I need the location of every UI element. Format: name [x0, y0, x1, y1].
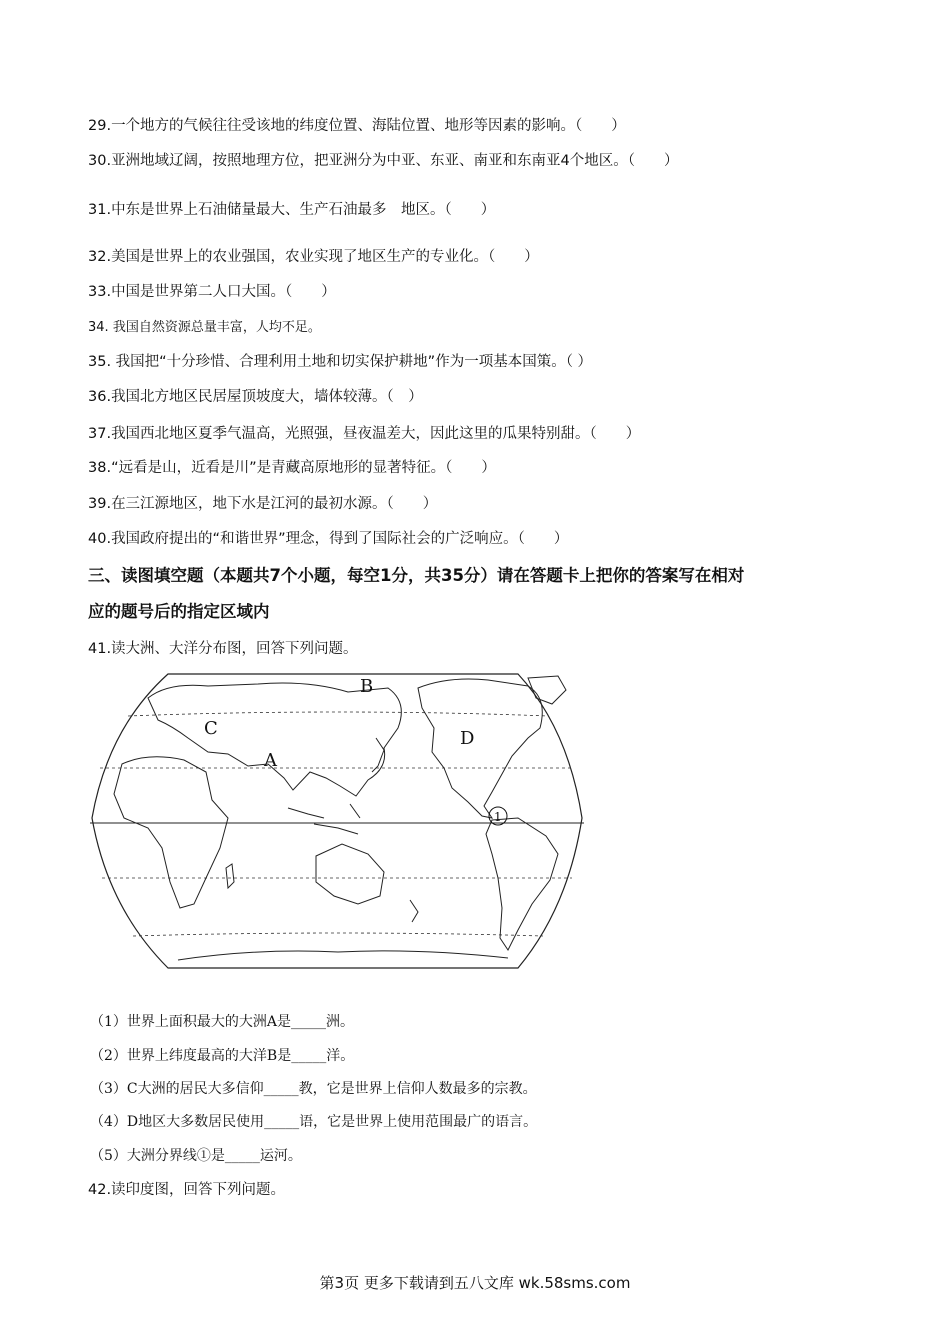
africa-outline — [114, 757, 228, 908]
section-heading: 三、读图填空题（本题共7个小题，每空1分，共35分）请在答题卡上把你的答案写在相对 — [88, 566, 745, 585]
map-label-a: A — [264, 750, 277, 771]
question-32: 32.美国是世界上的农业强国，农业实现了地区生产的专业化。（ ） — [88, 249, 539, 265]
q41-sub-2: （2）世界上纬度最高的大洋B是_____洋。 — [90, 1048, 355, 1064]
map-border — [92, 674, 582, 968]
australia-outline — [316, 844, 384, 904]
question-34: 34. 我国自然资源总量丰富，人均不足。 — [88, 320, 321, 335]
map-label-c: C — [204, 718, 218, 739]
north-america-outline — [418, 679, 542, 818]
antarctica-outline — [178, 951, 508, 960]
question-29: 29.一个地方的气候往往受该地的纬度位置、海陆位置、地形等因素的影响。（ ） — [88, 118, 626, 134]
question-36: 36.我国北方地区民居屋顶坡度大，墙体较薄。（ ） — [88, 389, 423, 405]
question-30: 30.亚洲地域辽阔，按照地理方位，把亚洲分为中亚、东亚、南亚和东南亚4个地区。（ ） — [88, 153, 679, 169]
madagascar-outline — [226, 864, 234, 888]
se-asia-islands — [288, 804, 360, 834]
question-37: 37.我国西北地区夏季气温高，光照强，昼夜温差大，因此这里的瓜果特别甜。（ ） — [88, 426, 641, 442]
question-42-title: 42.读印度图，回答下列问题。 — [88, 1182, 286, 1198]
q41-sub-1: （1）世界上面积最大的大洲A是_____洲。 — [90, 1014, 355, 1030]
q41-sub-3: （3）C大洲的居民大多信仰_____教，它是世界上信仰人数最多的宗教。 — [90, 1081, 537, 1097]
q41-sub-4: （4）D地区大多数居民使用_____语，它是世界上使用范围最广的语言。 — [90, 1114, 538, 1130]
q41-sub-5: （5）大洲分界线①是_____运河。 — [90, 1148, 302, 1164]
new-zealand-outline — [410, 900, 418, 922]
map-label-1: 1 — [494, 810, 502, 824]
question-40: 40.我国政府提出的“和谐世界”理念，得到了国际社会的广泛响应。（ ） — [88, 531, 569, 547]
arctic-circle-line — [128, 712, 548, 716]
antarctic-circle-line — [133, 933, 543, 936]
question-41-title: 41.读大洲、大洋分布图，回答下列问题。 — [88, 641, 358, 657]
south-america-outline — [486, 818, 558, 950]
question-38: 38.“远看是山，近看是川”是青藏高原地形的显著特征。（ ） — [88, 460, 496, 476]
eurasia-outline — [148, 683, 401, 796]
japan-outline — [372, 738, 384, 772]
question-35: 35. 我国把“十分珍惜、合理利用土地和切实保护耕地”作为一项基本国策。（ ） — [88, 354, 593, 370]
question-33: 33.中国是世界第二人口大国。（ ） — [88, 284, 336, 300]
section-heading-cont: 应的题号后的指定区域内 — [88, 602, 270, 621]
question-31: 31.中东是世界上石油储量最大、生产石油最多 地区。（ ） — [88, 202, 496, 218]
world-map — [88, 668, 586, 976]
question-39: 39.在三江源地区，地下水是江河的最初水源。（ ） — [88, 496, 438, 512]
page-footer: 第3页 更多下载请到五八文库 wk.58sms.com — [319, 1274, 631, 1292]
map-label-b: B — [360, 676, 374, 697]
map-label-d: D — [460, 728, 475, 749]
